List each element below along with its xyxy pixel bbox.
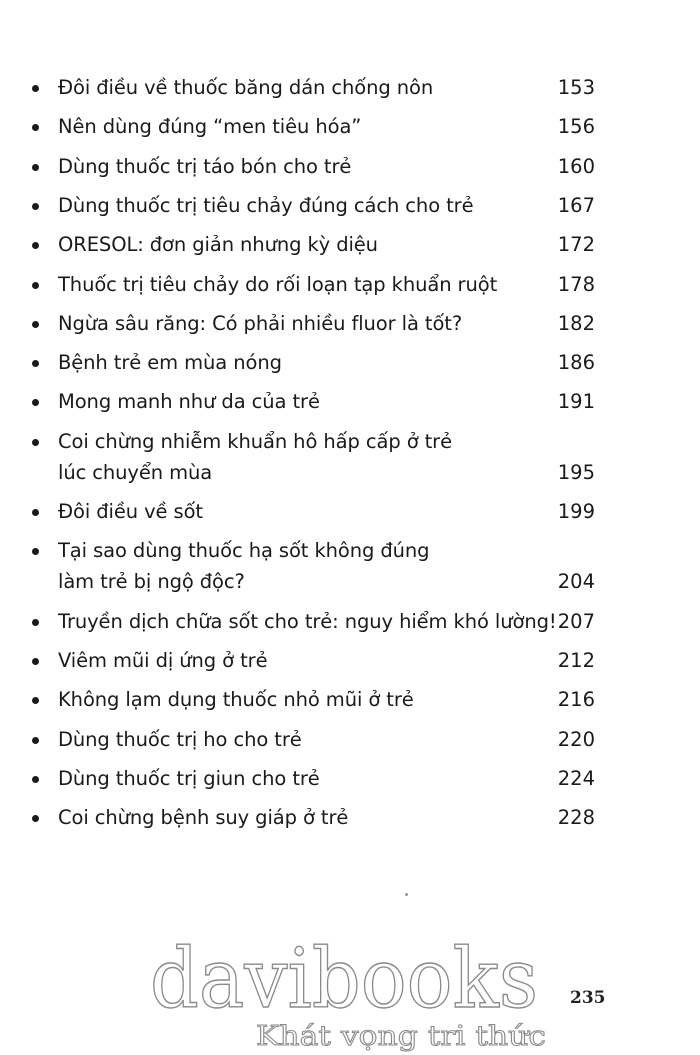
toc-entry-title [58,190,538,221]
bullet-icon [32,164,39,171]
toc-entry-title-line: Đôi điều về sốt [58,500,203,523]
toc-entry-title-line: Tại sao dùng thuốc hạ sốt không đúng [58,539,430,563]
toc-entry-title [58,269,538,300]
toc-entry-title-line: Dùng thuốc trị giun cho trẻ [58,766,320,790]
toc-entry-title-line: Không lạm dụng thuốc nhỏ mũi ở trẻ [58,688,414,712]
toc-entry-title-line: Coi chừng nhiễm khuẩn hô hấp cấp ở trẻ [58,429,452,453]
toc-entry-title [58,606,557,637]
bullet-icon [32,815,39,822]
toc-entry-title [58,347,538,378]
toc-entry-page: 167 [557,193,595,217]
toc-entry-title [58,229,538,260]
toc-entry-title [58,426,538,488]
watermark-brand: davibooks [150,932,538,1027]
bullet-icon [32,697,39,704]
toc-entry-title [58,684,538,715]
toc-entry-title [58,496,538,527]
toc-entry-title-line: Dùng thuốc trị táo bón cho trẻ [58,154,352,178]
toc-entry-page: 153 [557,76,595,99]
toc-entry-title [58,72,538,103]
bullet-icon [32,509,39,516]
toc-entry-title [58,308,538,339]
toc-entry-title-line: Viêm mũi dị ứng ở trẻ [58,648,268,672]
toc-entry-title [58,535,538,597]
bullet-icon [32,203,39,210]
toc-entry-title-line: Truyền dịch chữa sốt cho trẻ: nguy hiểm khó lường! [58,609,557,633]
toc-entry-page: 207 [557,609,595,633]
toc-entry-title-line: làm trẻ bị ngộ độc? [58,570,245,594]
toc-entry-title-line: Bệnh trẻ em mùa nóng [58,351,282,375]
toc-entry-page: 224 [557,766,595,790]
bullet-icon [32,282,39,289]
toc-entry-title-line: Dùng thuốc trị ho cho trẻ [58,727,302,751]
toc-entry-title-line: Thuốc trị tiêu chảy do rối loạn tạp khuẩn ruột [58,272,498,296]
toc-entry-page: 195 [557,460,595,484]
toc-entry-title [58,645,538,676]
toc-entry-page: 199 [557,500,595,523]
toc-entry-title [58,111,538,142]
toc-entry-title-line: Ngừa sâu răng: Có phải nhiều fluor là tốt? [58,311,463,335]
paper-speck [405,893,408,896]
toc-entry-title-line: Coi chừng bệnh suy giáp ở trẻ [58,806,349,830]
bullet-icon [32,85,39,92]
toc-entry-title-line: Đôi điều về thuốc băng dán chống nôn [58,76,434,99]
davibooks-watermark [150,915,550,1055]
bullet-icon [32,124,39,131]
toc-entry-page: 191 [557,390,595,414]
bullet-icon [32,321,39,328]
toc-entry-page: 156 [557,115,595,139]
toc-entry-page: 216 [557,688,595,712]
toc-entry-page: 178 [557,272,595,296]
toc-entry-title [58,763,538,794]
page-number: 235 [570,988,606,1008]
bullet-icon [32,548,39,555]
bullet-icon [32,776,39,783]
toc-entry-title [58,802,538,833]
toc-entry-title-line: Mong manh như da của trẻ [58,390,320,414]
toc-entry-page: 220 [557,727,595,751]
toc-entry-page: 182 [557,311,595,335]
watermark-slogan: Khát vọng tri thức [256,1021,546,1052]
toc-entry-page: 228 [557,806,595,830]
toc-entry-page: 160 [557,154,595,178]
toc-entry-title-line: Dùng thuốc trị tiêu chảy đúng cách cho trẻ [58,193,474,217]
toc-entry-title [58,724,538,755]
bullet-icon [32,737,39,744]
toc-entry-title-line: Nên dùng đúng “men tiêu hóa” [58,115,362,139]
bullet-icon [32,658,39,665]
toc-entry-title-line: ORESOL: đơn giản nhưng kỳ diệu [58,233,378,257]
toc-entry-page: 212 [557,648,595,672]
bullet-icon [32,439,39,446]
bullet-icon [32,360,39,367]
bullet-icon [32,619,39,626]
bullet-icon [32,242,39,249]
toc-entry-title-line: lúc chuyển mùa [58,460,213,484]
bullet-icon [32,399,39,406]
toc-entry-page: 186 [557,351,595,375]
toc-entry-title [58,386,538,417]
toc-entry-page: 172 [557,233,595,257]
toc-entry-page: 204 [557,570,595,594]
toc-entry-title [58,151,538,182]
